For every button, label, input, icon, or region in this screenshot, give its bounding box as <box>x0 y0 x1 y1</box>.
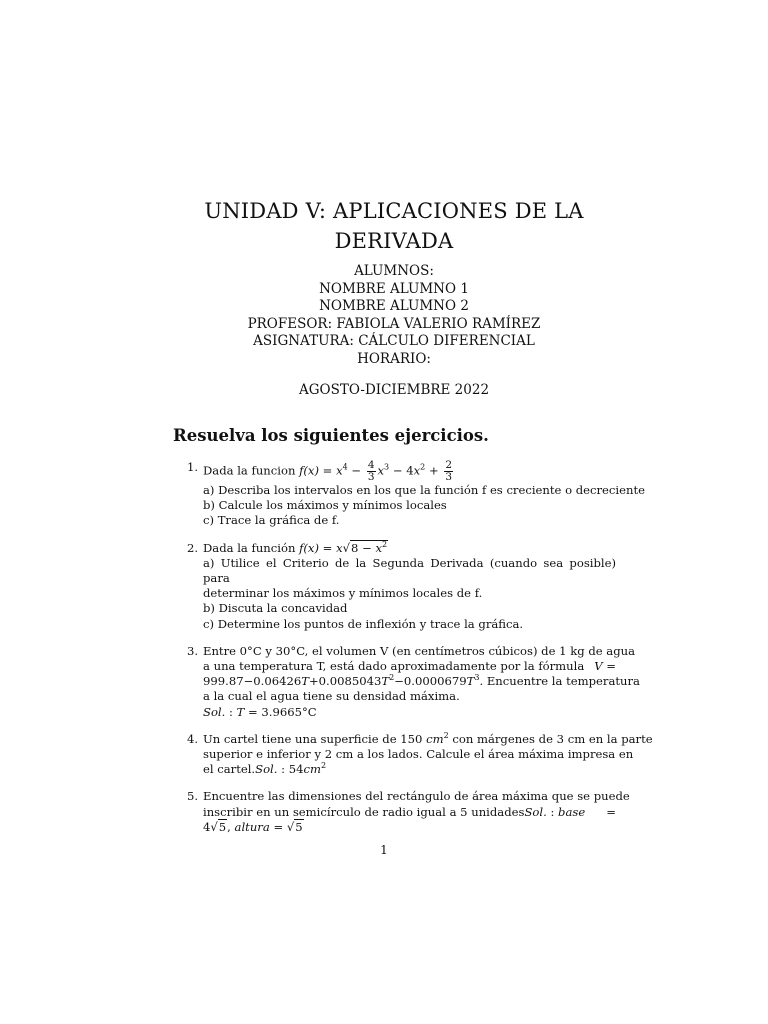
ex1-x2: x <box>413 463 421 478</box>
exercise-5 <box>173 789 630 835</box>
ex4-line-1 <box>203 730 653 747</box>
ex3-l3c: −0.0000679 <box>394 674 467 689</box>
ex2-part-b: b) Discuta la concavidad <box>203 601 348 616</box>
fraction-denominator: 3 <box>367 471 375 483</box>
title-line-1: UNIDAD V: APLICACIONES DE LA <box>204 199 584 223</box>
ex3-line-2-text: a una temperatura T, está dado aproximadamente por la fórmula <box>203 659 585 674</box>
ex3-v: V <box>594 659 603 674</box>
ex5-l2a: inscribir en un semicírculo de radio igual a 5 unidades <box>203 804 525 819</box>
radical-sign: √ <box>342 540 351 555</box>
asignatura: ASIGNATURA: CÁLCULO DIFERENCIAL <box>253 333 535 349</box>
ex2-fx: f(x) <box>299 540 319 555</box>
exercise-3 <box>173 643 640 720</box>
ex4-l1a: Un cartel tiene una superficie de 150 <box>203 731 423 746</box>
ex5-base: base <box>558 804 586 819</box>
ex3-p3: 3 <box>474 673 480 683</box>
ex5-rad2-n: 5 <box>295 819 303 834</box>
ex2-eq: = <box>322 540 333 555</box>
horario: HORARIO: <box>357 350 431 367</box>
ex1-p3: 3 <box>384 462 390 472</box>
exercise-1-statement <box>203 460 616 483</box>
ex4-cm: cm <box>426 731 444 746</box>
ex1-fraction-four-thirds <box>367 460 376 483</box>
sol-label: Sol. <box>524 804 547 819</box>
ex3-l3d: . Encuentre la temperatura <box>479 674 640 689</box>
ex1-part-a: a) Describa los intervalos en los que la función f es creciente o decreciente <box>203 483 645 497</box>
radical-sign: √ <box>210 819 218 834</box>
sol-label: Sol. <box>203 704 226 719</box>
ex2-part-c: c) Determine los puntos de inflexión y trace la gráfica. <box>203 616 524 631</box>
ex5-altura: altura <box>234 819 270 834</box>
ex2-part-a-line2: determinar los máximos y mínimos locales de f. <box>203 586 483 601</box>
ex2-radicand-x: x <box>375 540 383 555</box>
ex2-radicand-a: 8 − <box>351 540 372 555</box>
exercise-number: 2. <box>187 540 199 555</box>
ex1-p2: 2 <box>420 462 426 472</box>
ex1-eq: = <box>322 463 333 478</box>
ex2-part-a-line1: a) Utilice el Criterio de la Segunda Derivada (cuando sea posible) para <box>203 555 616 586</box>
exercise-4 <box>173 730 653 778</box>
ex5-base-val: 4 <box>203 819 211 834</box>
alumno-1: NOMBRE ALUMNO 1 <box>319 280 469 297</box>
ex3-line-4: a la cual el agua tiene su densidad máxima. <box>203 689 460 704</box>
ex3-p2: 2 <box>389 673 395 683</box>
profesor: PROFESOR: FABIOLA VALERIO RAMÍREZ <box>247 315 541 332</box>
ex3-sol-val: = 3.9665°C <box>248 704 317 719</box>
ex3-eq: = <box>606 659 616 674</box>
exercise-2 <box>173 541 616 632</box>
ex2-radicand <box>350 540 388 555</box>
ex4-sol-p: 2 <box>321 761 327 771</box>
sol-label: Sol. <box>255 762 278 777</box>
ex3-line-2 <box>203 659 616 674</box>
ex5-base-eq: = <box>606 804 616 819</box>
exercise-number: 4. <box>187 731 199 746</box>
ex4-l1b: con márgenes de 3 cm en la parte <box>452 731 653 746</box>
document-title <box>160 196 628 256</box>
exercise-list <box>173 459 653 847</box>
ex3-solution <box>203 705 616 720</box>
ex3-sol-t: T <box>236 704 245 719</box>
ex5-line-3 <box>203 820 616 835</box>
ex1-intro: Dada la funcion <box>203 463 296 478</box>
ex5-rad1-n: 5 <box>218 819 227 834</box>
fraction-numerator: 4 <box>367 459 375 471</box>
ex2-radicand-p: 2 <box>382 539 388 549</box>
fraction-numerator: 2 <box>445 459 453 471</box>
ex1-fx: f(x) <box>299 463 319 478</box>
ex1-part-c: c) Trace la gráfica de f. <box>203 513 340 528</box>
ex1-x4: x <box>336 463 343 478</box>
ex1-minus1: − <box>351 463 362 478</box>
ex3-l3a: 999.87−0.06426 <box>203 674 302 689</box>
exercise-2-statement <box>203 541 616 556</box>
ex3-t3: T <box>466 674 475 689</box>
sol-sep: : <box>550 804 555 819</box>
ex5-alt-eq: = <box>273 819 284 834</box>
exercise-number: 3. <box>187 643 199 658</box>
ex5-line-2 <box>203 805 616 820</box>
radical-sign: √ <box>286 819 295 834</box>
ex1-plus: + <box>428 463 439 478</box>
ex3-t1: T <box>301 674 309 689</box>
ex5-line-1: Encuentre las dimensiones del rectángulo de área máxima que se puede <box>203 789 630 804</box>
ex3-line-1: Entre 0°C y 30°C, el volumen V (en centímetros cúbicos) de 1 kg de agua <box>203 643 636 658</box>
exercise-number: 5. <box>187 789 199 804</box>
ex3-line-3 <box>203 673 640 689</box>
ex1-part-b: b) Calcule los máximos y mínimos locales <box>203 498 447 513</box>
section-heading: Resuelva los siguientes ejercicios. <box>173 426 489 445</box>
title-line-2: DERIVADA <box>334 229 454 253</box>
ex2-intro: Dada la función <box>203 540 296 555</box>
ex3-volume-eq <box>594 659 616 674</box>
ex1-p4: 4 <box>342 462 348 472</box>
ex1-x3: x <box>377 463 385 478</box>
ex4-p: 2 <box>443 730 449 740</box>
ex4-sol-cm: cm <box>303 762 321 777</box>
alumnos-label: ALUMNOS: <box>354 263 434 279</box>
ex4-sol-sep: : 54 <box>281 762 304 777</box>
document-meta <box>160 263 628 400</box>
ex1-fraction-two-thirds <box>444 460 453 483</box>
ex1-minus2: − 4 <box>392 463 414 478</box>
periodo: AGOSTO-DICIEMBRE 2022 <box>298 382 490 398</box>
fraction-denominator: 3 <box>445 471 453 483</box>
ex2-x: x <box>336 540 343 555</box>
ex4-line-3 <box>203 762 616 777</box>
exercise-1 <box>173 459 645 529</box>
ex4-l3a: el cartel. <box>203 762 256 777</box>
alumno-2: NOMBRE ALUMNO 2 <box>319 298 469 314</box>
page-number: 1 <box>380 843 388 857</box>
ex3-t2: T <box>381 674 390 689</box>
sol-sep: : <box>229 704 233 719</box>
ex4-line-2: superior e inferior y 2 cm a los lados. Calcule el área máxima impresa en <box>203 747 634 762</box>
exercise-number: 1. <box>187 460 199 474</box>
ex3-l3b: +0.0085043 <box>308 674 382 689</box>
ex5-comma: , <box>227 819 231 834</box>
